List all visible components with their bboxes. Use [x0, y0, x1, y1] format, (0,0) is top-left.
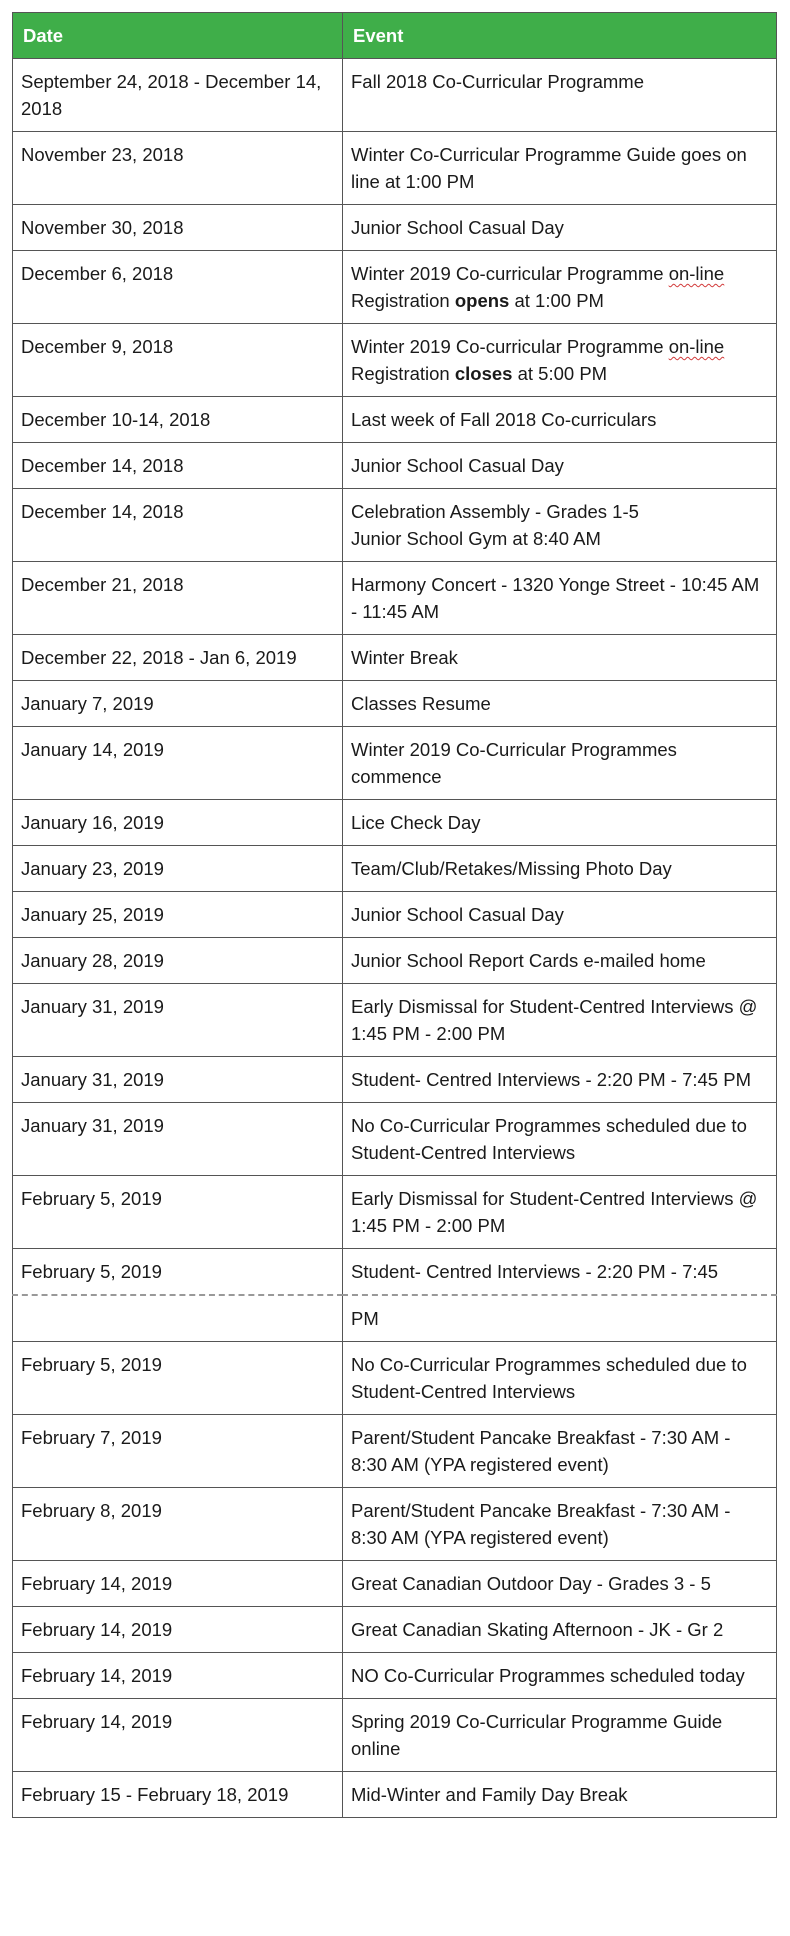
table-row — [13, 727, 777, 800]
table-row — [13, 443, 777, 489]
date-cell: February 15 - February 18, 2019 — [13, 1772, 343, 1818]
event-text: Winter 2019 Co-curricular Programme — [351, 263, 669, 284]
table-row — [13, 489, 777, 562]
event-text: Parent/Student Pancake Breakfast - 7:30 AM - 8:30 AM (YPA registered event) — [351, 1427, 731, 1475]
event-text: NO Co-Curricular Programmes scheduled today — [351, 1665, 745, 1686]
event-text: Mid-Winter and Family Day Break — [351, 1784, 628, 1805]
date-cell: December 14, 2018 — [13, 489, 343, 562]
table-row — [13, 1607, 777, 1653]
date-cell: December 22, 2018 - Jan 6, 2019 — [13, 635, 343, 681]
event-cell — [343, 251, 777, 324]
table-row — [13, 205, 777, 251]
event-cell — [343, 1057, 777, 1103]
table-row — [13, 1103, 777, 1176]
event-emphasis: closes — [454, 363, 513, 384]
event-cell — [343, 205, 777, 251]
event-text: Fall 2018 Co-Curricular Programme — [351, 71, 645, 92]
date-cell: February 14, 2019 — [13, 1699, 343, 1772]
event-cell — [343, 892, 777, 938]
event-text: Last week of Fall 2018 Co-curriculars — [351, 409, 657, 430]
table-row — [13, 984, 777, 1057]
table-row — [13, 59, 777, 132]
date-cell: January 25, 2019 — [13, 892, 343, 938]
event-cell — [343, 1488, 777, 1561]
event-text: No Co-Curricular Programmes scheduled due to Student-Centred Interviews — [351, 1115, 747, 1163]
event-cell — [343, 846, 777, 892]
event-emphasis: opens — [454, 290, 510, 311]
date-cell: November 30, 2018 — [13, 205, 343, 251]
date-cell: January 31, 2019 — [13, 1103, 343, 1176]
event-cell — [343, 938, 777, 984]
event-text: Winter Co-Curricular Programme Guide goes on line at 1:00 PM — [351, 144, 747, 192]
date-cell: January 14, 2019 — [13, 727, 343, 800]
date-cell: December 9, 2018 — [13, 324, 343, 397]
event-text: at 1:00 PM — [509, 290, 604, 311]
event-text: Celebration Assembly - Grades 1-5 — [351, 501, 639, 522]
date-cell: January 28, 2019 — [13, 938, 343, 984]
spellcheck-underlined-word: on-line — [668, 263, 725, 284]
event-text: Team/Club/Retakes/Missing Photo Day — [351, 858, 672, 879]
date-cell: January 31, 2019 — [13, 984, 343, 1057]
table-row — [13, 1249, 777, 1296]
event-text: Great Canadian Outdoor Day - Grades 3 - 5 — [351, 1573, 711, 1594]
date-column-header: Date — [13, 13, 343, 59]
spellcheck-underlined-word: on-line — [668, 336, 725, 357]
event-line — [351, 333, 766, 360]
date-cell: February 8, 2019 — [13, 1488, 343, 1561]
event-cell — [343, 800, 777, 846]
date-cell-empty — [13, 1295, 343, 1342]
date-cell: January 23, 2019 — [13, 846, 343, 892]
event-line — [351, 287, 766, 314]
table-row — [13, 681, 777, 727]
event-text: Parent/Student Pancake Breakfast - 7:30 AM - 8:30 AM (YPA registered event) — [351, 1500, 731, 1548]
table-row — [13, 562, 777, 635]
event-cell — [343, 562, 777, 635]
event-text: Registration — [351, 363, 455, 384]
date-cell: January 7, 2019 — [13, 681, 343, 727]
event-cell — [343, 443, 777, 489]
table-row — [13, 1699, 777, 1772]
event-cell — [343, 132, 777, 205]
event-cell — [343, 1772, 777, 1818]
table-row — [13, 1415, 777, 1488]
table-row — [13, 1772, 777, 1818]
event-cell: PM — [343, 1295, 777, 1342]
table-row — [13, 324, 777, 397]
event-text: Junior School Casual Day — [351, 455, 564, 476]
table-row — [13, 938, 777, 984]
date-cell: February 14, 2019 — [13, 1653, 343, 1699]
event-cell — [343, 489, 777, 562]
table-row — [13, 1342, 777, 1415]
date-cell: February 14, 2019 — [13, 1561, 343, 1607]
event-text: Lice Check Day — [351, 812, 481, 833]
event-cell: Student- Centred Interviews - 2:20 PM - 7:45 — [343, 1249, 777, 1296]
event-cell — [343, 1699, 777, 1772]
table-row — [13, 1176, 777, 1249]
table-row — [13, 1561, 777, 1607]
event-column-header: Event — [343, 13, 777, 59]
event-cell — [343, 397, 777, 443]
date-cell: December 14, 2018 — [13, 443, 343, 489]
event-text: Early Dismissal for Student-Centred Interviews @ 1:45 PM - 2:00 PM — [351, 996, 758, 1044]
date-cell: September 24, 2018 - December 14, 2018 — [13, 59, 343, 132]
date-cell: December 6, 2018 — [13, 251, 343, 324]
event-cell — [343, 324, 777, 397]
event-text: Junior School Gym at 8:40 AM — [351, 528, 601, 549]
event-cell — [343, 59, 777, 132]
event-cell — [343, 1607, 777, 1653]
table-row — [13, 800, 777, 846]
event-line — [351, 260, 766, 287]
event-cell — [343, 1653, 777, 1699]
table-row — [13, 397, 777, 443]
date-cell: January 16, 2019 — [13, 800, 343, 846]
table-row — [13, 846, 777, 892]
event-text: Winter Break — [351, 647, 458, 668]
event-cell — [343, 681, 777, 727]
date-cell: November 23, 2018 — [13, 132, 343, 205]
date-cell: February 5, 2019 — [13, 1176, 343, 1249]
event-cell — [343, 635, 777, 681]
event-line — [351, 360, 766, 387]
event-text: Great Canadian Skating Afternoon - JK - Gr 2 — [351, 1619, 724, 1640]
table-row-continuation — [13, 1295, 777, 1342]
date-cell: December 21, 2018 — [13, 562, 343, 635]
table-row — [13, 1488, 777, 1561]
table-row — [13, 1057, 777, 1103]
event-text: Early Dismissal for Student-Centred Interviews @ 1:45 PM - 2:00 PM — [351, 1188, 758, 1236]
event-text: Student- Centred Interviews - 2:20 PM - 7:45 PM — [351, 1069, 751, 1090]
date-cell: January 31, 2019 — [13, 1057, 343, 1103]
event-text: Junior School Casual Day — [351, 217, 564, 238]
event-cell — [343, 984, 777, 1057]
event-cell — [343, 727, 777, 800]
date-cell: February 5, 2019 — [13, 1249, 343, 1296]
table-row — [13, 1653, 777, 1699]
event-text: No Co-Curricular Programmes scheduled due to Student-Centred Interviews — [351, 1354, 747, 1402]
table-row — [13, 892, 777, 938]
event-cell — [343, 1561, 777, 1607]
header-row — [13, 13, 777, 59]
event-cell — [343, 1103, 777, 1176]
event-text: Spring 2019 Co-Curricular Programme Guide online — [351, 1711, 723, 1759]
date-cell: February 14, 2019 — [13, 1607, 343, 1653]
table-row — [13, 132, 777, 205]
event-text: at 5:00 PM — [512, 363, 608, 384]
table-row — [13, 635, 777, 681]
event-text: Winter 2019 Co-Curricular Programmes commence — [351, 739, 677, 787]
date-cell: December 10-14, 2018 — [13, 397, 343, 443]
event-cell — [343, 1415, 777, 1488]
event-text: Winter 2019 Co-curricular Programme — [351, 336, 669, 357]
event-cell — [343, 1176, 777, 1249]
event-cell — [343, 1342, 777, 1415]
event-text: Classes Resume — [351, 693, 491, 714]
event-text: Junior School Casual Day — [351, 904, 564, 925]
date-cell: February 7, 2019 — [13, 1415, 343, 1488]
date-cell: February 5, 2019 — [13, 1342, 343, 1415]
events-table — [12, 12, 777, 1818]
event-text: Registration — [351, 290, 455, 311]
table-row — [13, 251, 777, 324]
event-text: Harmony Concert - 1320 Yonge Street - 10:45 AM - 11:45 AM — [351, 574, 760, 622]
event-text: Junior School Report Cards e-mailed home — [351, 950, 706, 971]
